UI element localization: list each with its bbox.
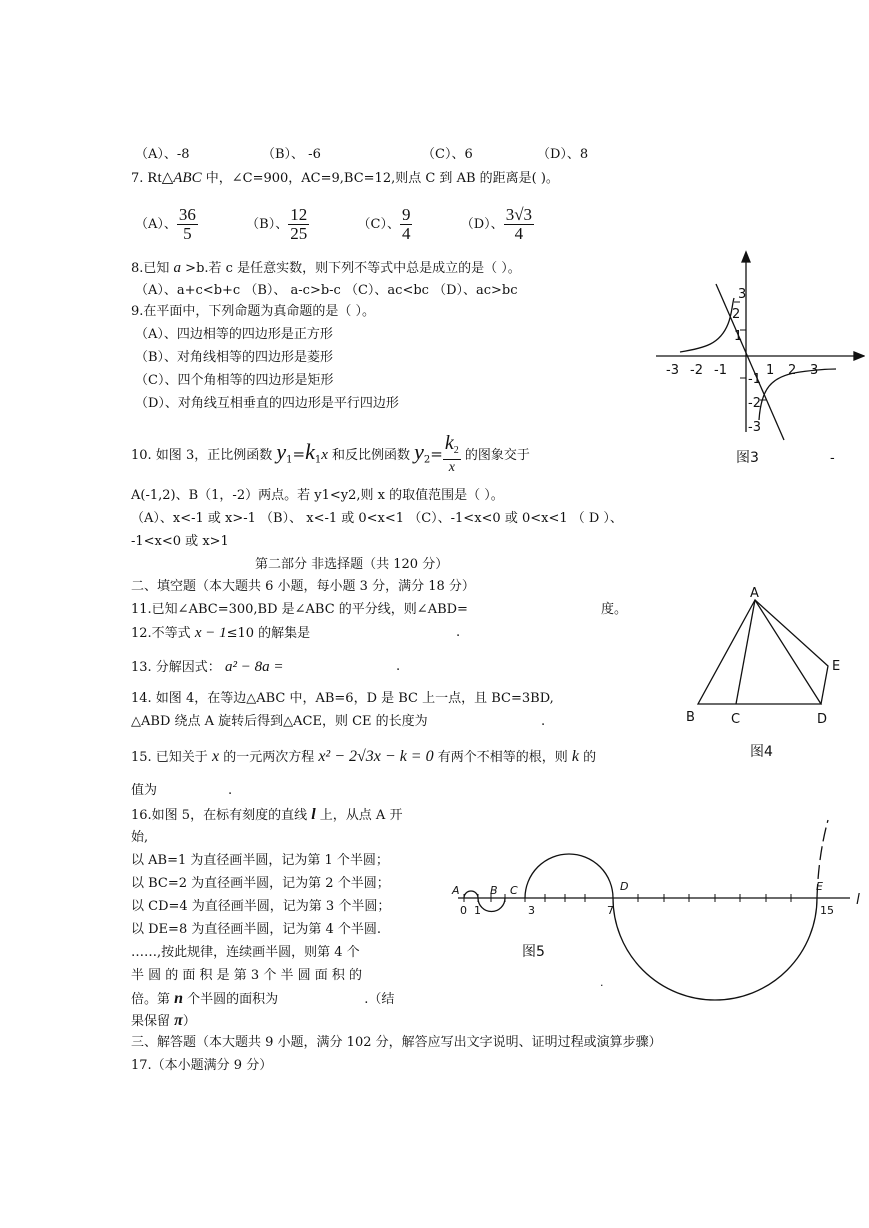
q9-option-b: （B）、对角线相等的四边形是菱形 bbox=[135, 350, 334, 365]
q6-option-c: （C）、6 bbox=[422, 147, 473, 162]
q16-line8: 半 圆 的 面 积 是 第 3 个 半 圆 面 积 的 bbox=[131, 968, 362, 983]
fig3-ytick-neg2: -2 bbox=[748, 396, 761, 411]
fig4-segment-ac bbox=[736, 600, 755, 704]
q14-end: . bbox=[541, 714, 546, 729]
fig4-caption: 图4 bbox=[750, 744, 773, 760]
fig3-caption: 图3 bbox=[736, 450, 759, 466]
q12-stem: 12.不等式 x − 1≤10 的解集是 bbox=[131, 625, 311, 641]
figure-5 bbox=[450, 812, 868, 1007]
q6-option-b: （B）、 -6 bbox=[262, 147, 321, 162]
fig3-ytick-neg3: -3 bbox=[748, 420, 761, 435]
fig5-label-c: C bbox=[510, 884, 518, 897]
fig5-tick-15: 15 bbox=[820, 904, 834, 917]
q16-line10: 果保留 π） bbox=[131, 1012, 196, 1029]
fig3-ytick-3: 3 bbox=[738, 287, 747, 302]
fig3-ytick-neg1: -1 bbox=[748, 372, 761, 387]
q6-option-a: （A）、-8 bbox=[135, 147, 190, 162]
fig5-stray-dot: . bbox=[600, 976, 604, 989]
q8-options: （A）、a+c<b+c （B）、 a-c>b-c （C）、ac<bc （D）、ac>bc bbox=[135, 283, 518, 298]
q7-frac-c: $\frac{9}{4}$ bbox=[401, 205, 411, 243]
q16-line9: 倍。第 n 个半圆的面积为 .（结 bbox=[131, 990, 395, 1007]
q8-stem: 8.已知 a >b.若 c 是任意实数，则下列不等式中总是成立的是（ ）。 bbox=[131, 260, 521, 276]
q16-line6: 以 DE=8 为直径画半圆，记为第 4 个半圆. bbox=[131, 922, 382, 937]
fig4-label-d: D bbox=[817, 712, 828, 727]
q16-line5: 以 CD=4 为直径画半圆，记为第 3 个半圆； bbox=[131, 899, 391, 914]
fig3-xtick-3: 3 bbox=[810, 363, 819, 378]
fig5-semicircle-1 bbox=[464, 891, 478, 898]
fig5-tick-1: 1 bbox=[474, 904, 481, 917]
fig3-x-arrow bbox=[854, 352, 864, 360]
section2-heading: 二、填空题（本大题共 6 小题，每小题 3 分，满分 18 分） bbox=[131, 579, 475, 594]
q10-stem: 10. 如图 3，正比例函数 $y_1=k_1x$ 和反比例函数 $y_2=$ $\frac{k_2}{x}$ 的图象交于 bbox=[131, 432, 530, 475]
q9-option-d: （D）、对角线互相垂直的四边形是平行四边形 bbox=[135, 396, 399, 411]
fig4-label-e: E bbox=[832, 659, 841, 674]
fig5-label-a: A bbox=[452, 884, 460, 897]
q10-line4: -1<x<0 或 x>1 bbox=[131, 534, 229, 549]
fig3-xtick-1: 1 bbox=[766, 363, 775, 378]
fig5-tick-3: 3 bbox=[528, 904, 535, 917]
q16-line2: 始, bbox=[131, 830, 149, 845]
q15-line2: 值为 bbox=[131, 783, 158, 798]
q12-end: . bbox=[456, 625, 461, 640]
q9-option-a: （A）、四边相等的四边形是正方形 bbox=[135, 327, 333, 342]
part2-heading: 第二部分 非选择题（共 120 分） bbox=[255, 557, 449, 572]
fig4-triangle-ace bbox=[755, 600, 828, 704]
fig5-semicircle-4 bbox=[613, 898, 817, 1000]
q7-options: （A）、 $\frac{36}{5}$ （B）、 $\frac{12}{25}$ （C）、 $\frac{9}{4}$ （D）、 $\frac{3√3}{4}$ bbox=[135, 205, 533, 243]
fig5-tick-0: 0 bbox=[460, 904, 467, 917]
q15-end: . bbox=[228, 783, 233, 798]
fig5-semicircle-3 bbox=[525, 854, 613, 898]
fig5-label-b: B bbox=[490, 884, 498, 897]
q16-line1: 16.如图 5，在标有刻度的直线 l 上，从点 A 开 bbox=[131, 806, 403, 823]
fig3-dash: - bbox=[830, 451, 835, 466]
fig5-label-e: E bbox=[816, 880, 823, 893]
q14-line1: 14. 如图 4，在等边△ABC 中，AB=6，D 是 BC 上一点，且 BC=3BD, bbox=[131, 691, 554, 706]
q13-stem: 13. 分解因式： a² − 8a = bbox=[131, 659, 284, 675]
q7-stem: 7. Rt△ABC 中，∠C=900，AC=9,BC=12,则点 C 到 AB 的距离是( )。 bbox=[131, 170, 559, 186]
section3-heading: 三、解答题（本大题共 9 小题，满分 102 分，解答应写出文字说明、证明过程或演算步骤） bbox=[131, 1035, 662, 1050]
fig4-label-a: A bbox=[750, 586, 759, 601]
fig5-label-d: D bbox=[620, 880, 629, 893]
q11-stem: 11.已知∠ABC=300,BD 是∠ABC 的平分线，则∠ABD= bbox=[131, 602, 468, 617]
fig4-label-b: B bbox=[686, 710, 695, 725]
fig3-xtick-neg1: -1 bbox=[714, 363, 727, 378]
fig3-xtick-neg3: -3 bbox=[666, 363, 679, 378]
q10-line3: （A）、x<-1 或 x>-1 （B）、 x<-1 或 0<x<1 （C）、-1<x<0 或 0<x<1 （ D ）、 bbox=[131, 511, 623, 526]
q11-unit: 度。 bbox=[601, 602, 628, 617]
q14-line2: △ABD 绕点 A 旋转后得到△ACE，则 CE 的长度为 bbox=[131, 714, 428, 729]
fig5-caption: 图5 bbox=[522, 944, 545, 960]
fig3-ytick-1: 1 bbox=[734, 329, 743, 344]
q9-option-c: （C）、四个角相等的四边形是矩形 bbox=[135, 373, 334, 388]
figure-4 bbox=[680, 582, 850, 762]
q17-heading: 17.（本小题满分 9 分） bbox=[131, 1058, 273, 1073]
figure-3 bbox=[650, 250, 865, 470]
fig4-label-c: C bbox=[731, 712, 741, 727]
q6-option-d: （D）、8 bbox=[537, 147, 589, 162]
fig5-label-l: l bbox=[856, 892, 860, 908]
q16-line4: 以 BC=2 为直径画半圆，记为第 2 个半圆； bbox=[131, 876, 390, 891]
q10-line2: A(-1,2)、B（1，-2）两点。若 y1<y2,则 x 的取值范围是（ ）。 bbox=[131, 488, 504, 503]
q7-frac-a: $\frac{36}{5}$ bbox=[178, 205, 196, 243]
q15-stem: 15. 已知关于 x 的一元两次方程 x² − 2√3x − k = 0 有两个不相等的根，则 k 的 bbox=[131, 748, 597, 765]
q7-frac-b: $\frac{12}{25}$ bbox=[290, 205, 308, 243]
q13-end: . bbox=[396, 659, 401, 674]
fig3-ytick-2: 2 bbox=[732, 307, 741, 322]
q9-stem: 9.在平面中，下列命题为真命题的是（ ）。 bbox=[131, 304, 376, 319]
fig3-xtick-2: 2 bbox=[788, 363, 797, 378]
q16-line3: 以 AB=1 为直径画半圆，记为第 1 个半圆； bbox=[131, 853, 389, 868]
fig3-xtick-neg2: -2 bbox=[690, 363, 703, 378]
fig3-proportional-line bbox=[716, 284, 784, 440]
fig5-tick-7: 7 bbox=[607, 904, 614, 917]
fig4-triangle-abc bbox=[698, 600, 821, 704]
q16-line7: ……,按此规律，连续画半圆，则第 4 个 bbox=[131, 945, 360, 960]
q7-frac-d: $\frac{3√3}{4}$ bbox=[505, 205, 533, 243]
fig3-y-arrow bbox=[742, 252, 750, 262]
